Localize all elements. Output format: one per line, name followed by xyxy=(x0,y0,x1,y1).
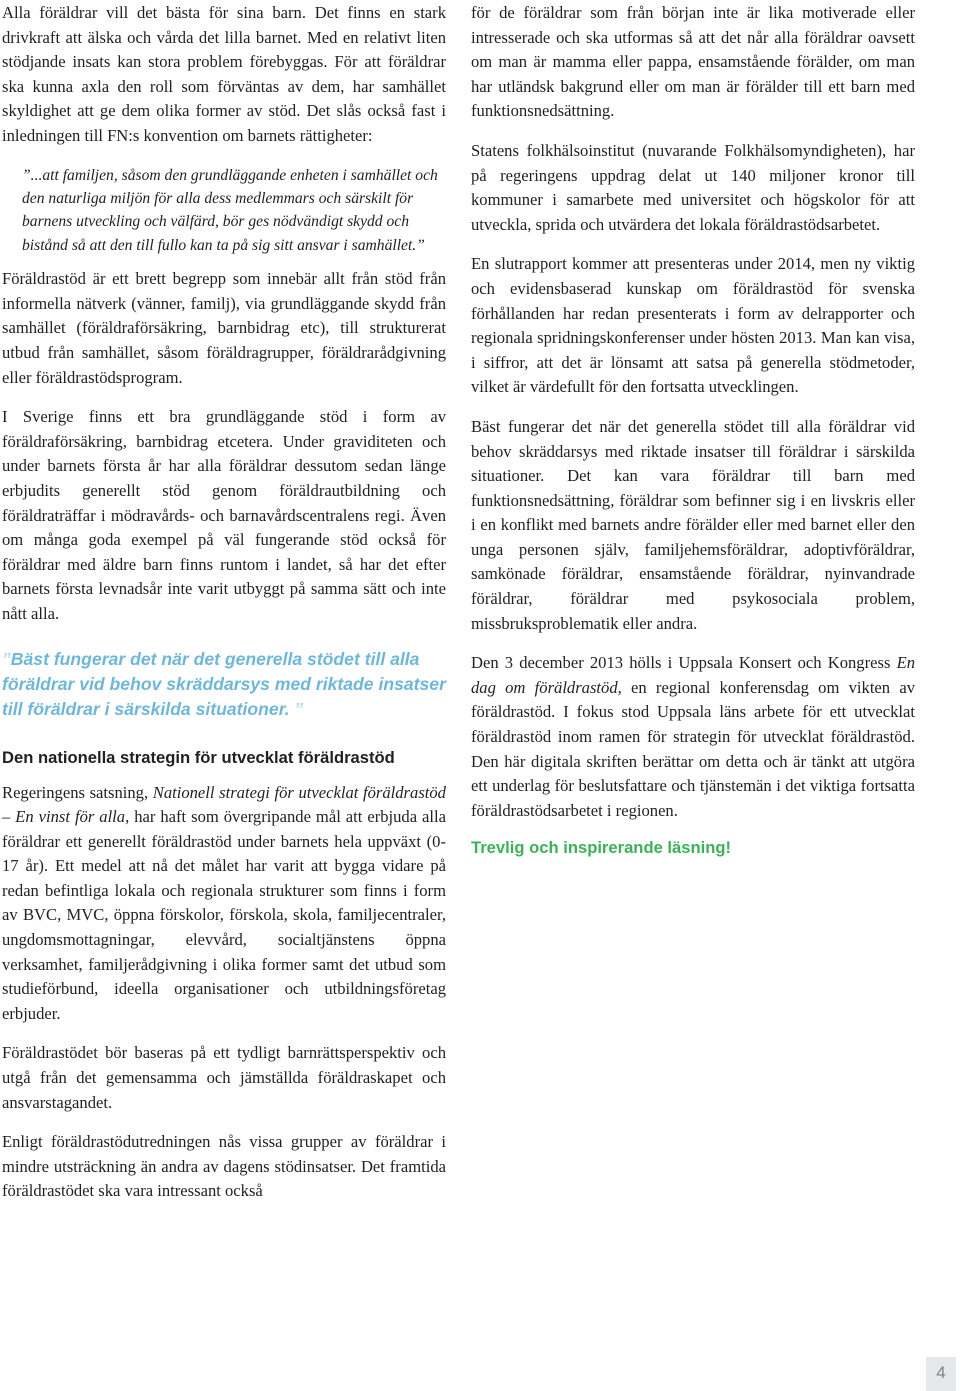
conference-text-end: , en regional konferensdag om vikten av föräldrastöd. I fokus stod Uppsala läns arbete för ett utvecklat föräldrastöd inom ramen för strategin för utvecklat föräldrastöd. Den här digitala skriften berättar om detta och är tänkt att utgöra ett underlag för beslutsfattare och tjänstemän i det viktiga fortsatta föräldrastödsarbetet i regionen. xyxy=(471,677,915,820)
parent-support-paragraph: Föräldrastöd är ett brett begrepp som innebär allt från stöd från informella nätverk (vänner, familj), via grundläggande skydd från samhället (föräldraförsäkring, barnbidrag etc), till strukturerat utbud från samhället, såsom föräldragrupper, föräldrarådgivning eller föräldrastödsprogram. xyxy=(2,269,446,387)
public-health-paragraph: Statens folkhälsoinstitut (nuvarande Folkhälsomyndigheten), har på regeringens uppdrag delat ut 140 miljoner kronor till kommuner i samarbete med universitet och högskolor för att utveckla, sprida och utvärdera det lokala föräldrastödsarbetet. xyxy=(471,140,915,234)
targeted-support-paragraph: Bäst fungerar det när det generella stödet till alla föräldrar vid behov skräddarsys med riktade insatser till föräldrar i särskilda situationer. Det kan vara föräldrar till barn med funktionsnedsättning, föräldrar som befinner sig i en livskris eller i en konflikt med barnets andre förälder eller med barnet eller den unga personen själv, familjehemsföräldrar, adoptivföräldrar, samkönade föräldrar, ensamstående föräldrar, nyinvandrade föräldrar, föräldrar med psykosociala problem, missbruksproblematik eller andra. xyxy=(471,416,915,633)
strategy-text-end: , har haft som övergripande mål att erbjuda alla föräldrar ett generellt föräldrastöd under barnets hela uppväxt (0-17 år). Ett medel att nå det målet har varit att bygga vidare på redan befintliga lokala och regionala strukturer som finns i form av BVC, MVC, öppna förskolor, förskola, skola, familjecentraler, ungdomsmottagningar, elevvård, socialtjänstens öppna verksamhet, familjerådgivning i olika former samt det utbud som studieförbund, ideella organisationer och utbildningsföretag erbjuder. xyxy=(2,807,446,1023)
left-column xyxy=(2,0,446,1219)
strategy-paragraph xyxy=(2,781,446,1027)
right-column xyxy=(471,0,915,858)
section-heading: Den nationella strategin för utvecklat föräldrastöd xyxy=(2,747,395,767)
conference-paragraph xyxy=(471,651,915,823)
pull-quote-close-mark: ” xyxy=(294,698,304,719)
strategy-title: Nationell strategi för utvecklat föräldrastöd – En vinst för alla xyxy=(2,782,446,827)
pull-quote xyxy=(2,647,446,722)
strategy-text-start: Regeringens satsning, xyxy=(2,782,153,802)
final-report-paragraph: En slutrapport kommer att presenteras under 2014, men ny viktig och evidensbaserad kunskap om föräldrastöd för svenska förhållanden har redan presenterats i form av delrapporter och regionala spridningskonferenser under hösten 2013. Man kan visa, i siffror, att det är lönsamt att satsa på generella stödmetoder, vilket är värdefullt för den fortsatta utvecklingen. xyxy=(471,254,915,397)
child-rights-paragraph: Föräldrastödet bör baseras på ett tydligt barnrättsperspektiv och utgå från det gemensamma och jämställda föräldraskapet och ansvarstagandet. xyxy=(2,1043,446,1112)
intro-paragraph: Alla föräldrar vill det bästa för sina barn. Det finns en stark drivkraft att älska och vårda det lilla barnet. Med en relativt liten stödjande insats kan stora problem förebyggas. För att föräldrar ska kunna axla den roll som förväntas av dem, har samhället skyldighet att ge dem olika former av stöd. Det slås också fast i inledningen till FN:s konvention om barnets rättigheter: xyxy=(2,3,446,145)
sweden-support-paragraph: I Sverige finns ett bra grundläggande stöd i form av föräldraförsäkring, barnbidrag etcetera. Under graviditeten och under barnets första år har alla föräldrar dessutom sedan länge erbjudits generellt stöd genom föräldrautbildning och föräldraträffar i mödravårds- och barnavårdscentralens regi. Även om många goda exempel på väl fungerande stöd också för föräldrar med äldre barn finns runtom i landet, så har det efter barnets första levnadsår inte varit utbyggt på samma sätt och inte nått alla. xyxy=(2,407,446,623)
continuation-paragraph: för de föräldrar som från början inte är lika motiverade eller intresserade och ska utformas så att det når alla föräldrar oavsett om man är mamma eller pappa, ensamstående förälder, om man har utländsk bakgrund eller om man är förälder till ett barn med funktionsnedsättning. xyxy=(471,3,915,121)
conference-text-start: Den 3 december 2013 hölls i Uppsala Konsert och Kongress xyxy=(471,653,897,673)
pull-quote-open-mark: ” xyxy=(2,648,11,669)
inquiry-paragraph: Enligt föräldrastödutredningen nås vissa grupper av föräldrar i mindre utsträckning än andra av dagens stödinsatser. Det framtida föräldrastödet ska vara intressant också xyxy=(2,1132,446,1201)
pull-quote-text: Bäst fungerar det när det generella stödet till alla föräldrar vid behov skräddarsys med riktade insatser till föräldrar i särskilda situationer. xyxy=(2,648,446,719)
page-number: 4 xyxy=(926,1357,956,1391)
convention-quote: ”...att familjen, såsom den grundläggande enheten i samhället och den naturliga miljön för alla dess medlemmars och särskilt för barnens utveckling och välfärd, bör ges nödvändigt skydd och bistånd så att den till fullo kan ta på sig sitt ansvar i samhället.” xyxy=(22,166,438,254)
conference-title: En dag om föräldrastöd xyxy=(471,653,915,697)
closing-line: Trevlig och inspirerande läsning! xyxy=(471,838,732,858)
